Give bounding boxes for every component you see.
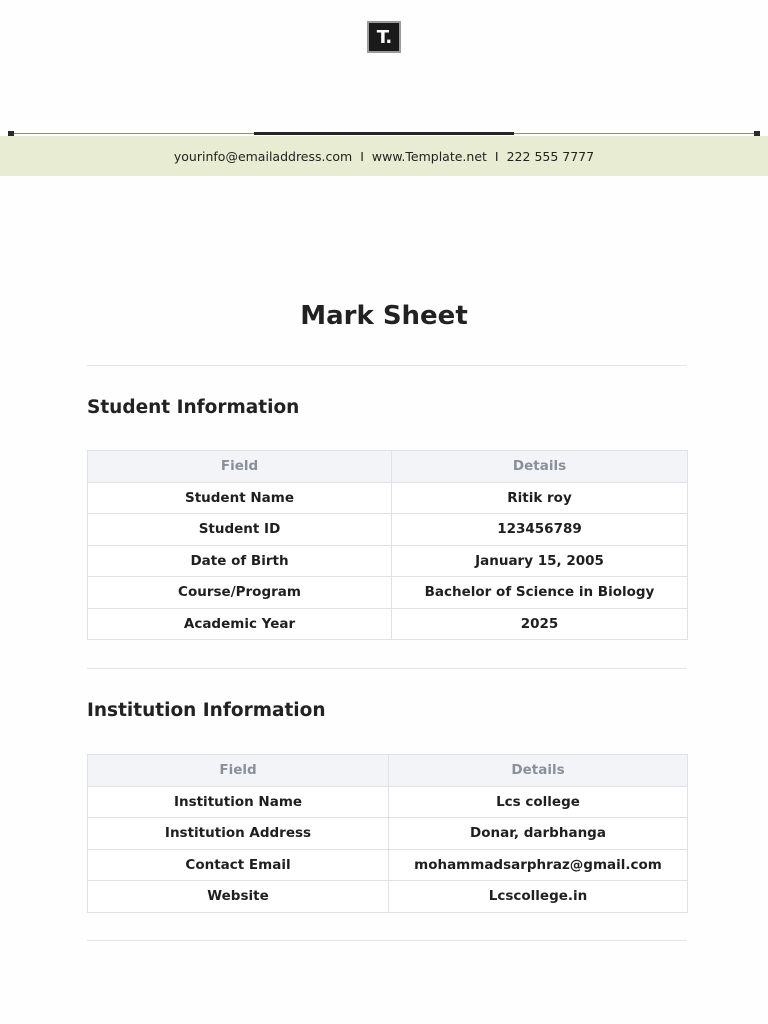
brand-logo-text: T. — [376, 26, 392, 48]
field-value[interactable]: Lcscollege.in — [389, 881, 688, 913]
table-row — [88, 482, 688, 514]
institution-section-heading: Institution Information — [87, 700, 326, 721]
field-label: Course/Program — [88, 577, 392, 609]
student-info-table — [87, 450, 688, 640]
page-title: Mark Sheet — [300, 301, 468, 331]
footer-divider — [87, 940, 687, 941]
column-header-field: Field — [88, 755, 389, 787]
field-label: Institution Name — [88, 786, 389, 818]
field-value: Lcs college — [389, 786, 688, 818]
field-value: January 15, 2005 — [392, 545, 688, 577]
column-header-details: Details — [389, 755, 688, 787]
header-rule-accent — [254, 132, 514, 135]
field-value: Ritik roy — [392, 482, 688, 514]
contact-website[interactable]: www.Template.net — [371, 148, 487, 164]
contact-band — [0, 136, 768, 176]
field-label: Academic Year — [88, 608, 392, 640]
field-label: Student Name — [88, 482, 392, 514]
field-value: Bachelor of Science in Biology — [392, 577, 688, 609]
table-row — [88, 577, 688, 609]
table-row — [88, 514, 688, 546]
student-section-heading: Student Information — [87, 397, 300, 418]
table-row — [88, 881, 688, 913]
field-value: Donar, darbhanga — [389, 818, 688, 850]
column-header-details: Details — [392, 451, 688, 483]
contact-separator: I — [360, 148, 364, 164]
table-row — [88, 786, 688, 818]
contact-email[interactable]: yourinfo@emailaddress.com — [173, 148, 353, 164]
field-label: Contact Email — [88, 849, 389, 881]
section-divider — [87, 668, 687, 669]
table-header-row — [88, 755, 688, 787]
title-divider — [87, 365, 687, 366]
field-value: 123456789 — [392, 514, 688, 546]
table-row — [88, 818, 688, 850]
field-label: Institution Address — [88, 818, 389, 850]
contact-phone: 222 555 7777 — [506, 148, 595, 164]
brand-logo — [367, 21, 401, 53]
field-label: Date of Birth — [88, 545, 392, 577]
contact-separator: I — [494, 148, 499, 164]
column-header-field: Field — [88, 451, 392, 483]
field-label: Website — [88, 881, 389, 913]
table-row — [88, 545, 688, 577]
field-label: Student ID — [88, 514, 392, 546]
field-value: 2025 — [392, 608, 688, 640]
table-row — [88, 608, 688, 640]
field-value[interactable]: mohammadsarphraz@gmail.com — [389, 849, 688, 881]
table-row — [88, 849, 688, 881]
table-header-row — [88, 451, 688, 483]
institution-info-table — [87, 754, 688, 913]
